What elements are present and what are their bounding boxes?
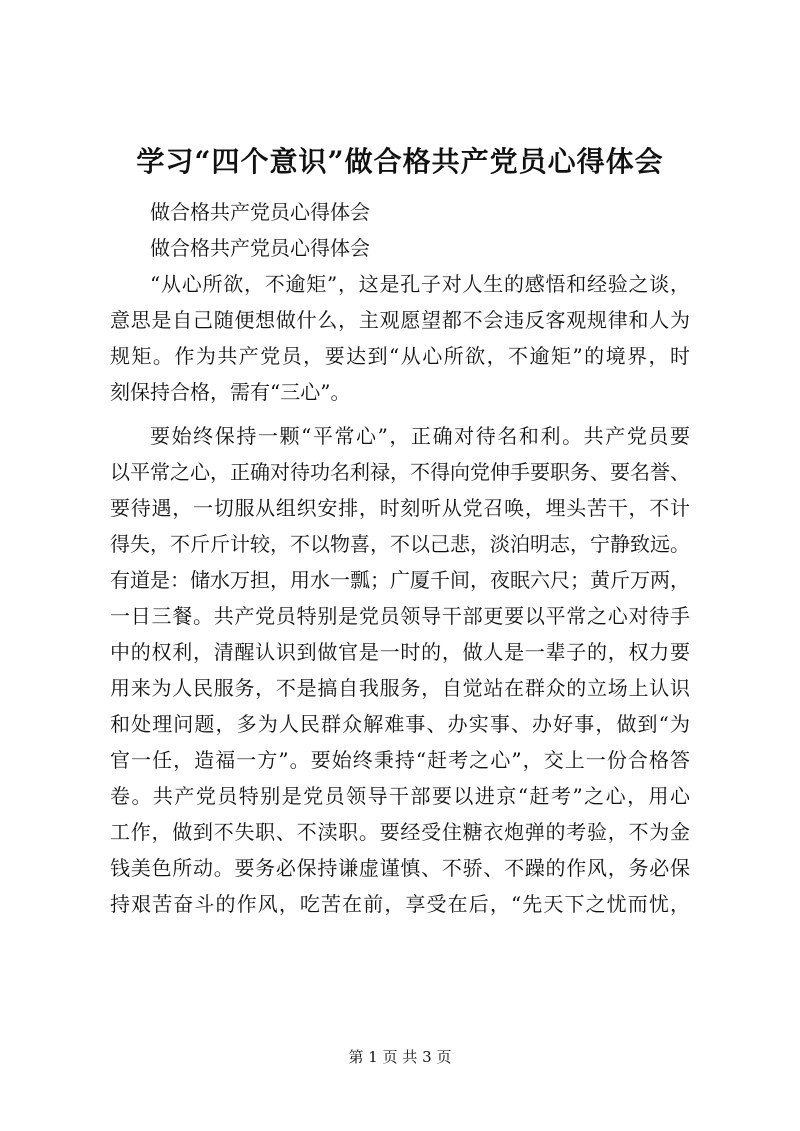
paragraph-line: 要始终保持一颗“平常心”，正确对待名和利。共产党员要 [150, 424, 690, 448]
paragraph-line: 中的权利，清醒认识到做官是一时的，做人是一辈子的，权力要 [110, 640, 690, 664]
subtitle-line-1: 做合格共产党员心得体会 [150, 200, 370, 224]
subtitle-line-2: 做合格共产党员心得体会 [150, 236, 370, 260]
paragraph-line: 刻保持合格，需有“三心”。 [110, 380, 351, 404]
paragraph-line: 得失，不斤斤计较，不以物喜，不以己悲，淡泊明志，宁静致远。 [110, 532, 690, 556]
paragraph-line: 有道是：储水万担，用水一瓢；广厦千间，夜眠六尺；黄斤万两， [110, 568, 690, 592]
paragraph-line: 卷。共产党员特别是党员领导干部要以进京“赶考”之心，用心 [110, 784, 690, 808]
paragraph-line: 用来为人民服务，不是搞自我服务，自觉站在群众的立场上认识 [110, 676, 690, 700]
document-title: 学习“四个意识”做合格共产党员心得体会 [136, 145, 664, 178]
paragraph-line: 一日三餐。共产党员特别是党员领导干部更要以平常之心对待手 [110, 604, 690, 628]
paragraph-line: 和处理问题，多为人民群众解难事、办实事、办好事，做到“为 [110, 712, 690, 736]
paragraph-line: 要待遇，一切服从组织安排，时刻听从党召唤，埋头苦干，不计 [110, 496, 690, 520]
paragraph-line: 意思是自己随便想做什么，主观愿望都不会违反客观规律和人为 [110, 308, 690, 332]
paragraph-line: 以平常之心，正确对待功名利禄，不得向党伸手要职务、要名誉、 [110, 460, 690, 484]
paragraph-line: 钱美色所动。要务必保持谦虚谨慎、不骄、不躁的作风，务必保 [110, 856, 690, 880]
paragraph-line: 持艰苦奋斗的作风，吃苦在前，享受在后，“先天下之忧而忧， [110, 892, 690, 916]
paragraph-line: 工作，做到不失职、不渎职。要经受住糖衣炮弹的考验，不为金 [110, 820, 690, 844]
paragraph-line: “从心所欲，不逾矩”，这是孔子对人生的感悟和经验之谈， [150, 272, 690, 296]
paragraph-line: 官一任，造福一方”。要始终秉持“赶考之心”，交上一份合格答 [110, 748, 690, 772]
page-footer: 第 1 页 共 3 页 [348, 1048, 452, 1066]
paragraph-line: 规矩。作为共产党员，要达到“从心所欲，不逾矩”的境界，时 [110, 344, 690, 368]
